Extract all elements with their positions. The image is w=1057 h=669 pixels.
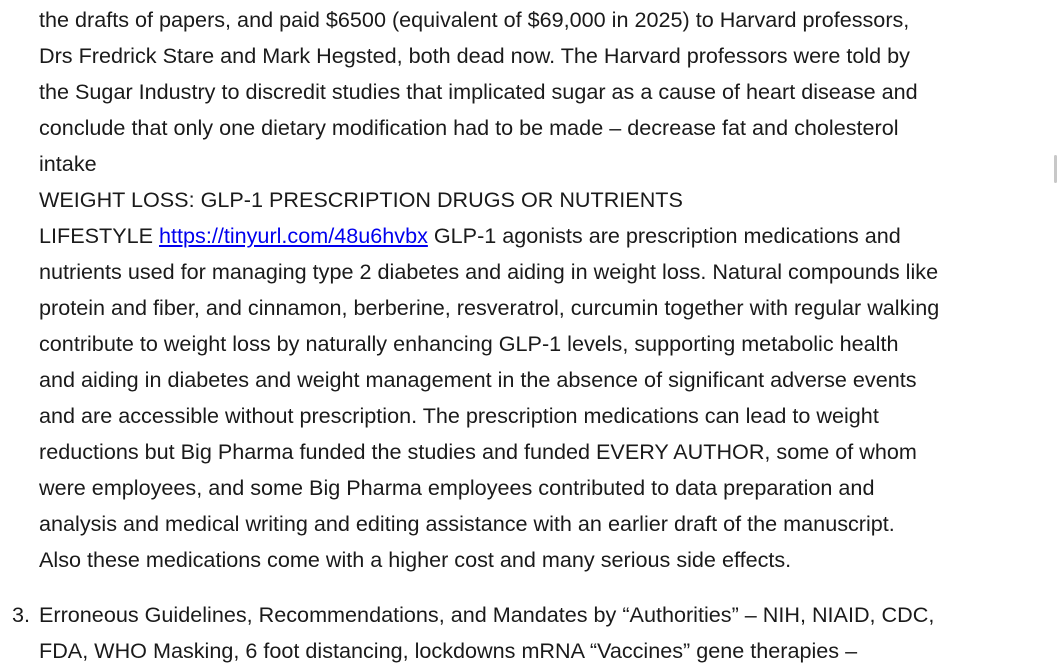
document-body (39, 2, 1044, 578)
text-line: were employees, and some Big Pharma employees contributed to data preparation and (39, 475, 875, 500)
text-line: Drs Fredrick Stare and Mark Hegsted, both dead now. The Harvard professors were told by (39, 43, 910, 68)
text-line: Also these medications come with a higher cost and many serious side effects. (39, 547, 792, 572)
body-paragraph (39, 2, 1044, 578)
text-line: and are accessible without prescription. The prescription medications can lead to weight (39, 403, 879, 428)
tinyurl-link[interactable]: https://tinyurl.com/48u6hvbx (159, 223, 428, 248)
text-line: analysis and medical writing and editing assistance with an earlier draft of the manuscript. (39, 511, 895, 536)
vertical-scrollbar[interactable] (1053, 0, 1057, 665)
list-item (39, 597, 934, 669)
text-line: reductions but Big Pharma funded the studies and funded EVERY AUTHOR, some of whom (39, 439, 917, 464)
text-line: contribute to weight loss by naturally enhancing GLP-1 levels, supporting metabolic health (39, 331, 899, 356)
text-line: intake (39, 151, 97, 176)
text-line: the drafts of papers, and paid $6500 (equivalent of $69,000 in 2025) to Harvard professors, (39, 7, 910, 32)
text-line: the Sugar Industry to discredit studies that implicated sugar as a cause of heart disease and (39, 79, 918, 104)
list-number: 3. (12, 602, 31, 627)
list-item-line: Erroneous Guidelines, Recommendations, and Mandates by “Authorities” – NIH, NIAID, CDC, (39, 602, 935, 627)
lifestyle-prefix: LIFESTYLE (39, 223, 160, 248)
text-line: and aiding in diabetes and weight management in the absence of significant adverse events (39, 367, 917, 392)
text-line: conclude that only one dietary modification had to be made – decrease fat and cholesterol (39, 115, 899, 140)
section-heading: WEIGHT LOSS: GLP-1 PRESCRIPTION DRUGS OR NUTRIENTS (39, 187, 683, 212)
text-line: nutrients used for managing type 2 diabetes and aiding in weight loss. Natural compounds like (39, 259, 939, 284)
lifestyle-line (39, 218, 1044, 254)
lifestyle-suffix: GLP-1 agonists are prescription medications and (427, 223, 901, 248)
text-line: protein and fiber, and cinnamon, berberine, resveratrol, curcumin together with regular walking (39, 295, 940, 320)
list-item-line: FDA, WHO Masking, 6 foot distancing, lockdowns mRNA “Vaccines” gene therapies – (39, 638, 858, 663)
